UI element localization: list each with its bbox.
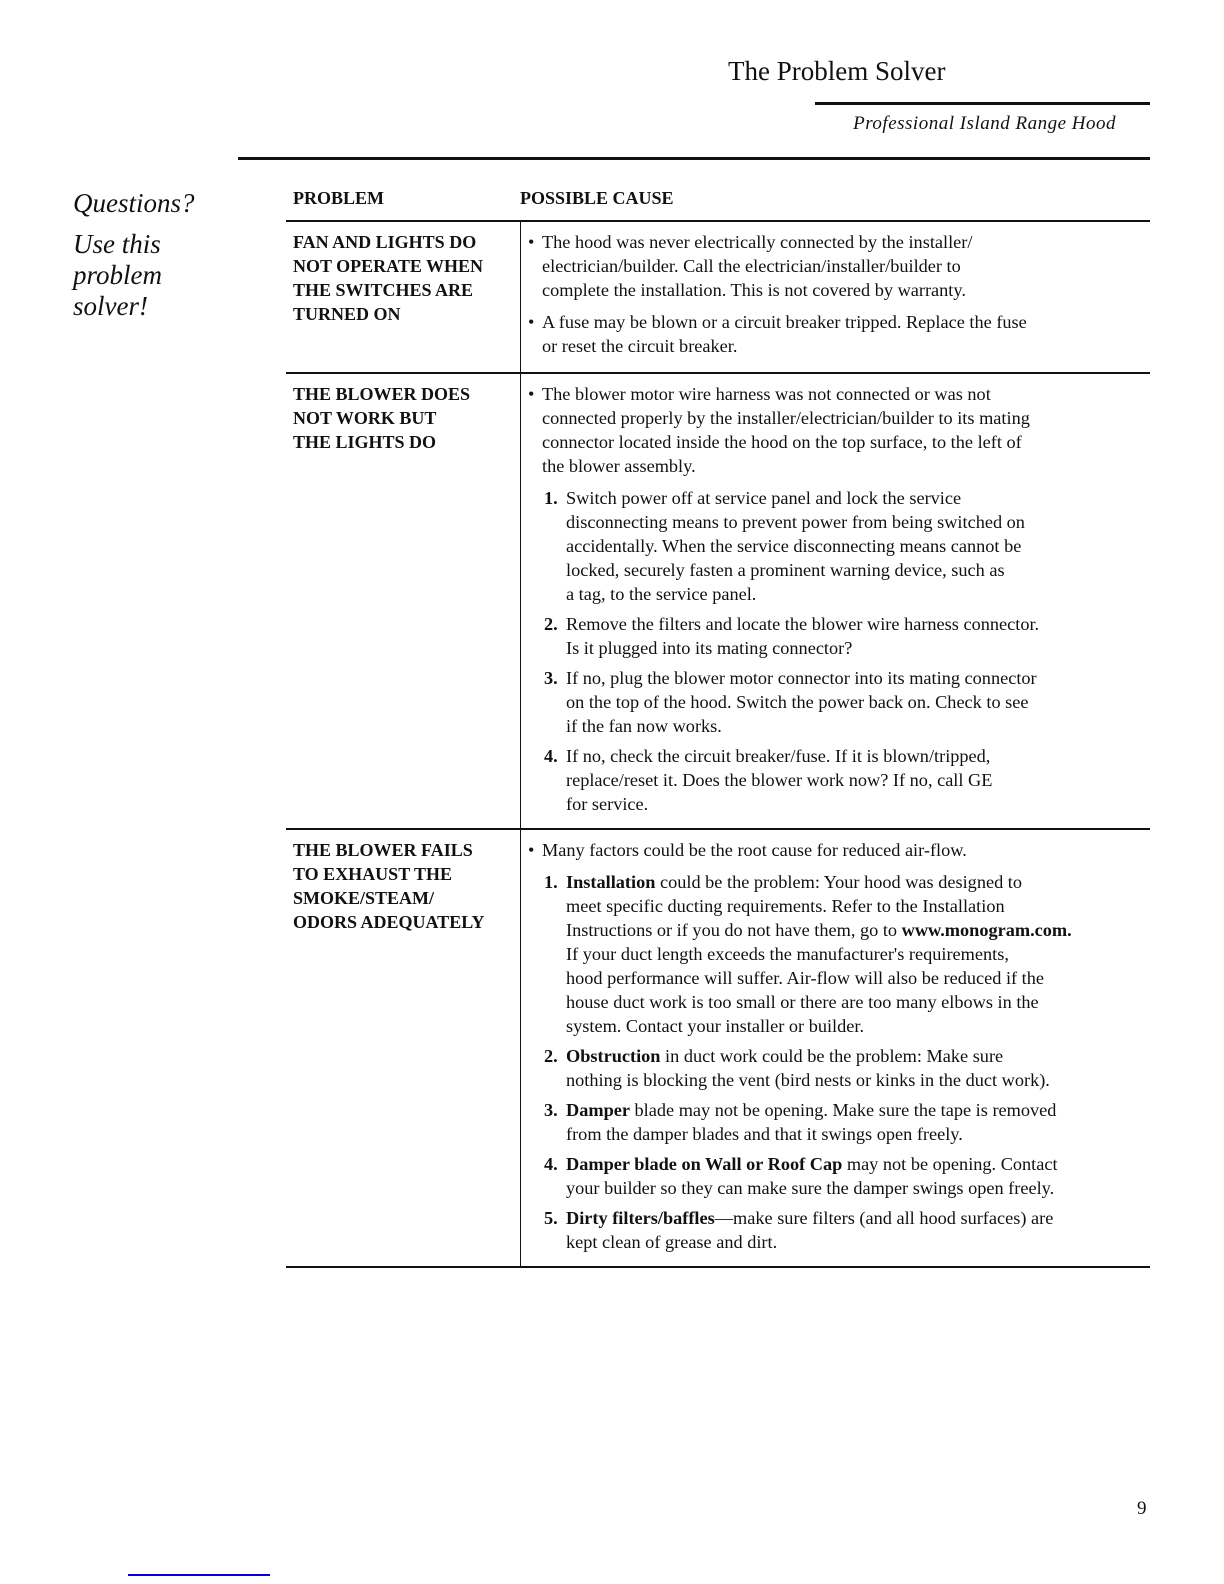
cause-bullet <box>528 838 1150 862</box>
sidebar-callout <box>73 188 195 322</box>
cause-step <box>528 870 1150 1038</box>
bullet-icon: • <box>528 840 535 860</box>
table-row <box>286 830 1150 1268</box>
step-body: If no, plug the blower motor connector into its mating connector on the top of the hood. Switch the power back on. Check to see if the fan now works. <box>566 668 1037 736</box>
sidebar-question: Questions? <box>73 188 195 218</box>
header-rule <box>238 157 1150 160</box>
column-header-cause: POSSIBLE CAUSE <box>520 188 674 208</box>
bullet-text: Many factors could be the root cause for reduced air-flow. <box>542 840 967 860</box>
bullet-icon: • <box>528 384 535 404</box>
cause-bullet <box>528 310 1150 358</box>
problem-solver-table <box>286 188 1150 1268</box>
step-number: 1. <box>544 488 558 508</box>
step-text <box>566 1152 1058 1200</box>
step-body: Switch power off at service panel and lock the service disconnecting means to prevent power from being switched on accidentally. When the service disconnecting means cannot be locked, securely fasten a prominent warning device, such as a tag, to the service panel. <box>566 488 1025 604</box>
bullet-text: A fuse may be blown or a circuit breaker tripped. Replace the fuse or reset the circuit breaker. <box>542 312 1027 356</box>
cause-step <box>528 1044 1150 1092</box>
step-body: blade may not be opening. Make sure the tape is removed from the damper blades and that it swings open freely. <box>566 1100 1057 1144</box>
cause-step <box>528 666 1150 738</box>
bullet-text: The blower motor wire harness was not connected or was not connected properly by the installer/electrician/builder to its mating connector located inside the hood on the top surface, to the left of the blower assembly. <box>542 384 1030 476</box>
product-subtitle: Professional Island Range Hood <box>853 113 1116 134</box>
step-text <box>566 666 1037 738</box>
bullet-text: The hood was never electrically connected by the installer/ electrician/builder. Call the electrician/installer/builder to complete the installation. This is not covered by warranty. <box>542 232 973 300</box>
step-body: may not be opening. Contact your builder so they can make sure the damper swings open freely. <box>566 1154 1058 1198</box>
step-text <box>566 870 1072 1038</box>
cause-step <box>528 612 1150 660</box>
cause-cell <box>521 830 1150 1266</box>
cause-step <box>528 1206 1150 1254</box>
step-number: 4. <box>544 1154 558 1174</box>
step-body-continued: If your duct length exceeds the manufacturer's requirements, hood performance will suffer. Air-flow will also be reduced if the house duct work is too small or there are too many elbows in the system. Contact your installer or builder. <box>566 944 1045 1036</box>
step-number: 2. <box>544 1046 558 1066</box>
page-title: The Problem Solver <box>728 56 946 86</box>
step-keyword: Dirty filters/baffles <box>566 1208 715 1228</box>
step-text <box>566 1098 1056 1146</box>
problem-cell: THE BLOWER FAILS TO EXHAUST THE SMOKE/STEAM/ ODORS ADEQUATELY <box>286 830 521 1266</box>
step-text <box>566 1044 1050 1092</box>
step-body: —make sure filters (and all hood surfaces) are kept clean of grease and dirt. <box>566 1208 1054 1252</box>
step-text <box>566 612 1039 660</box>
problem-cell: THE BLOWER DOES NOT WORK BUT THE LIGHTS DO <box>286 374 521 828</box>
cause-step <box>528 744 1150 816</box>
page-number: 9 <box>1137 1498 1147 1519</box>
cause-bullet <box>528 382 1150 478</box>
step-number: 2. <box>544 614 558 634</box>
step-number: 1. <box>544 872 558 892</box>
step-keyword: Obstruction <box>566 1046 661 1066</box>
cause-step <box>528 1152 1150 1200</box>
step-body: could be the problem: Your hood was designed to meet specific ducting requirements. Refer to the Installation Instructions or if you do not have them, go to <box>566 872 1023 940</box>
step-keyword: Damper blade on Wall or Roof Cap <box>566 1154 843 1174</box>
step-body: Remove the filters and locate the blower wire harness connector. Is it plugged into its mating connector? <box>566 614 1040 658</box>
link-underline <box>128 1574 270 1576</box>
cause-bullet <box>528 230 1150 302</box>
step-number: 5. <box>544 1208 558 1228</box>
step-body: If no, check the circuit breaker/fuse. If it is blown/tripped, replace/reset it. Does the blower work now? If no, call GE for service. <box>566 746 993 814</box>
step-keyword: Installation <box>566 872 656 892</box>
bullet-icon: • <box>528 232 535 252</box>
step-keyword: Damper <box>566 1100 630 1120</box>
website-link[interactable]: www.monogram.com. <box>901 920 1072 940</box>
problem-cell: FAN AND LIGHTS DO NOT OPERATE WHEN THE SWITCHES ARE TURNED ON <box>286 222 521 372</box>
sidebar-prompt: Use this problem solver! <box>73 229 162 321</box>
column-header-problem: PROBLEM <box>293 188 385 208</box>
step-text <box>566 486 1025 606</box>
cause-step <box>528 1098 1150 1146</box>
table-row <box>286 222 1150 374</box>
title-rule <box>815 102 1150 105</box>
step-body: in duct work could be the problem: Make sure nothing is blocking the vent (bird nests or kinks in the duct work). <box>566 1046 1050 1090</box>
cause-step <box>528 486 1150 606</box>
step-number: 4. <box>544 746 558 766</box>
cause-cell <box>521 222 1150 372</box>
step-number: 3. <box>544 1100 558 1120</box>
step-text <box>566 744 992 816</box>
cause-cell <box>521 374 1150 828</box>
table-row <box>286 374 1150 830</box>
step-text <box>566 1206 1053 1254</box>
table-header <box>286 188 1150 222</box>
step-number: 3. <box>544 668 558 688</box>
bullet-icon: • <box>528 312 535 332</box>
